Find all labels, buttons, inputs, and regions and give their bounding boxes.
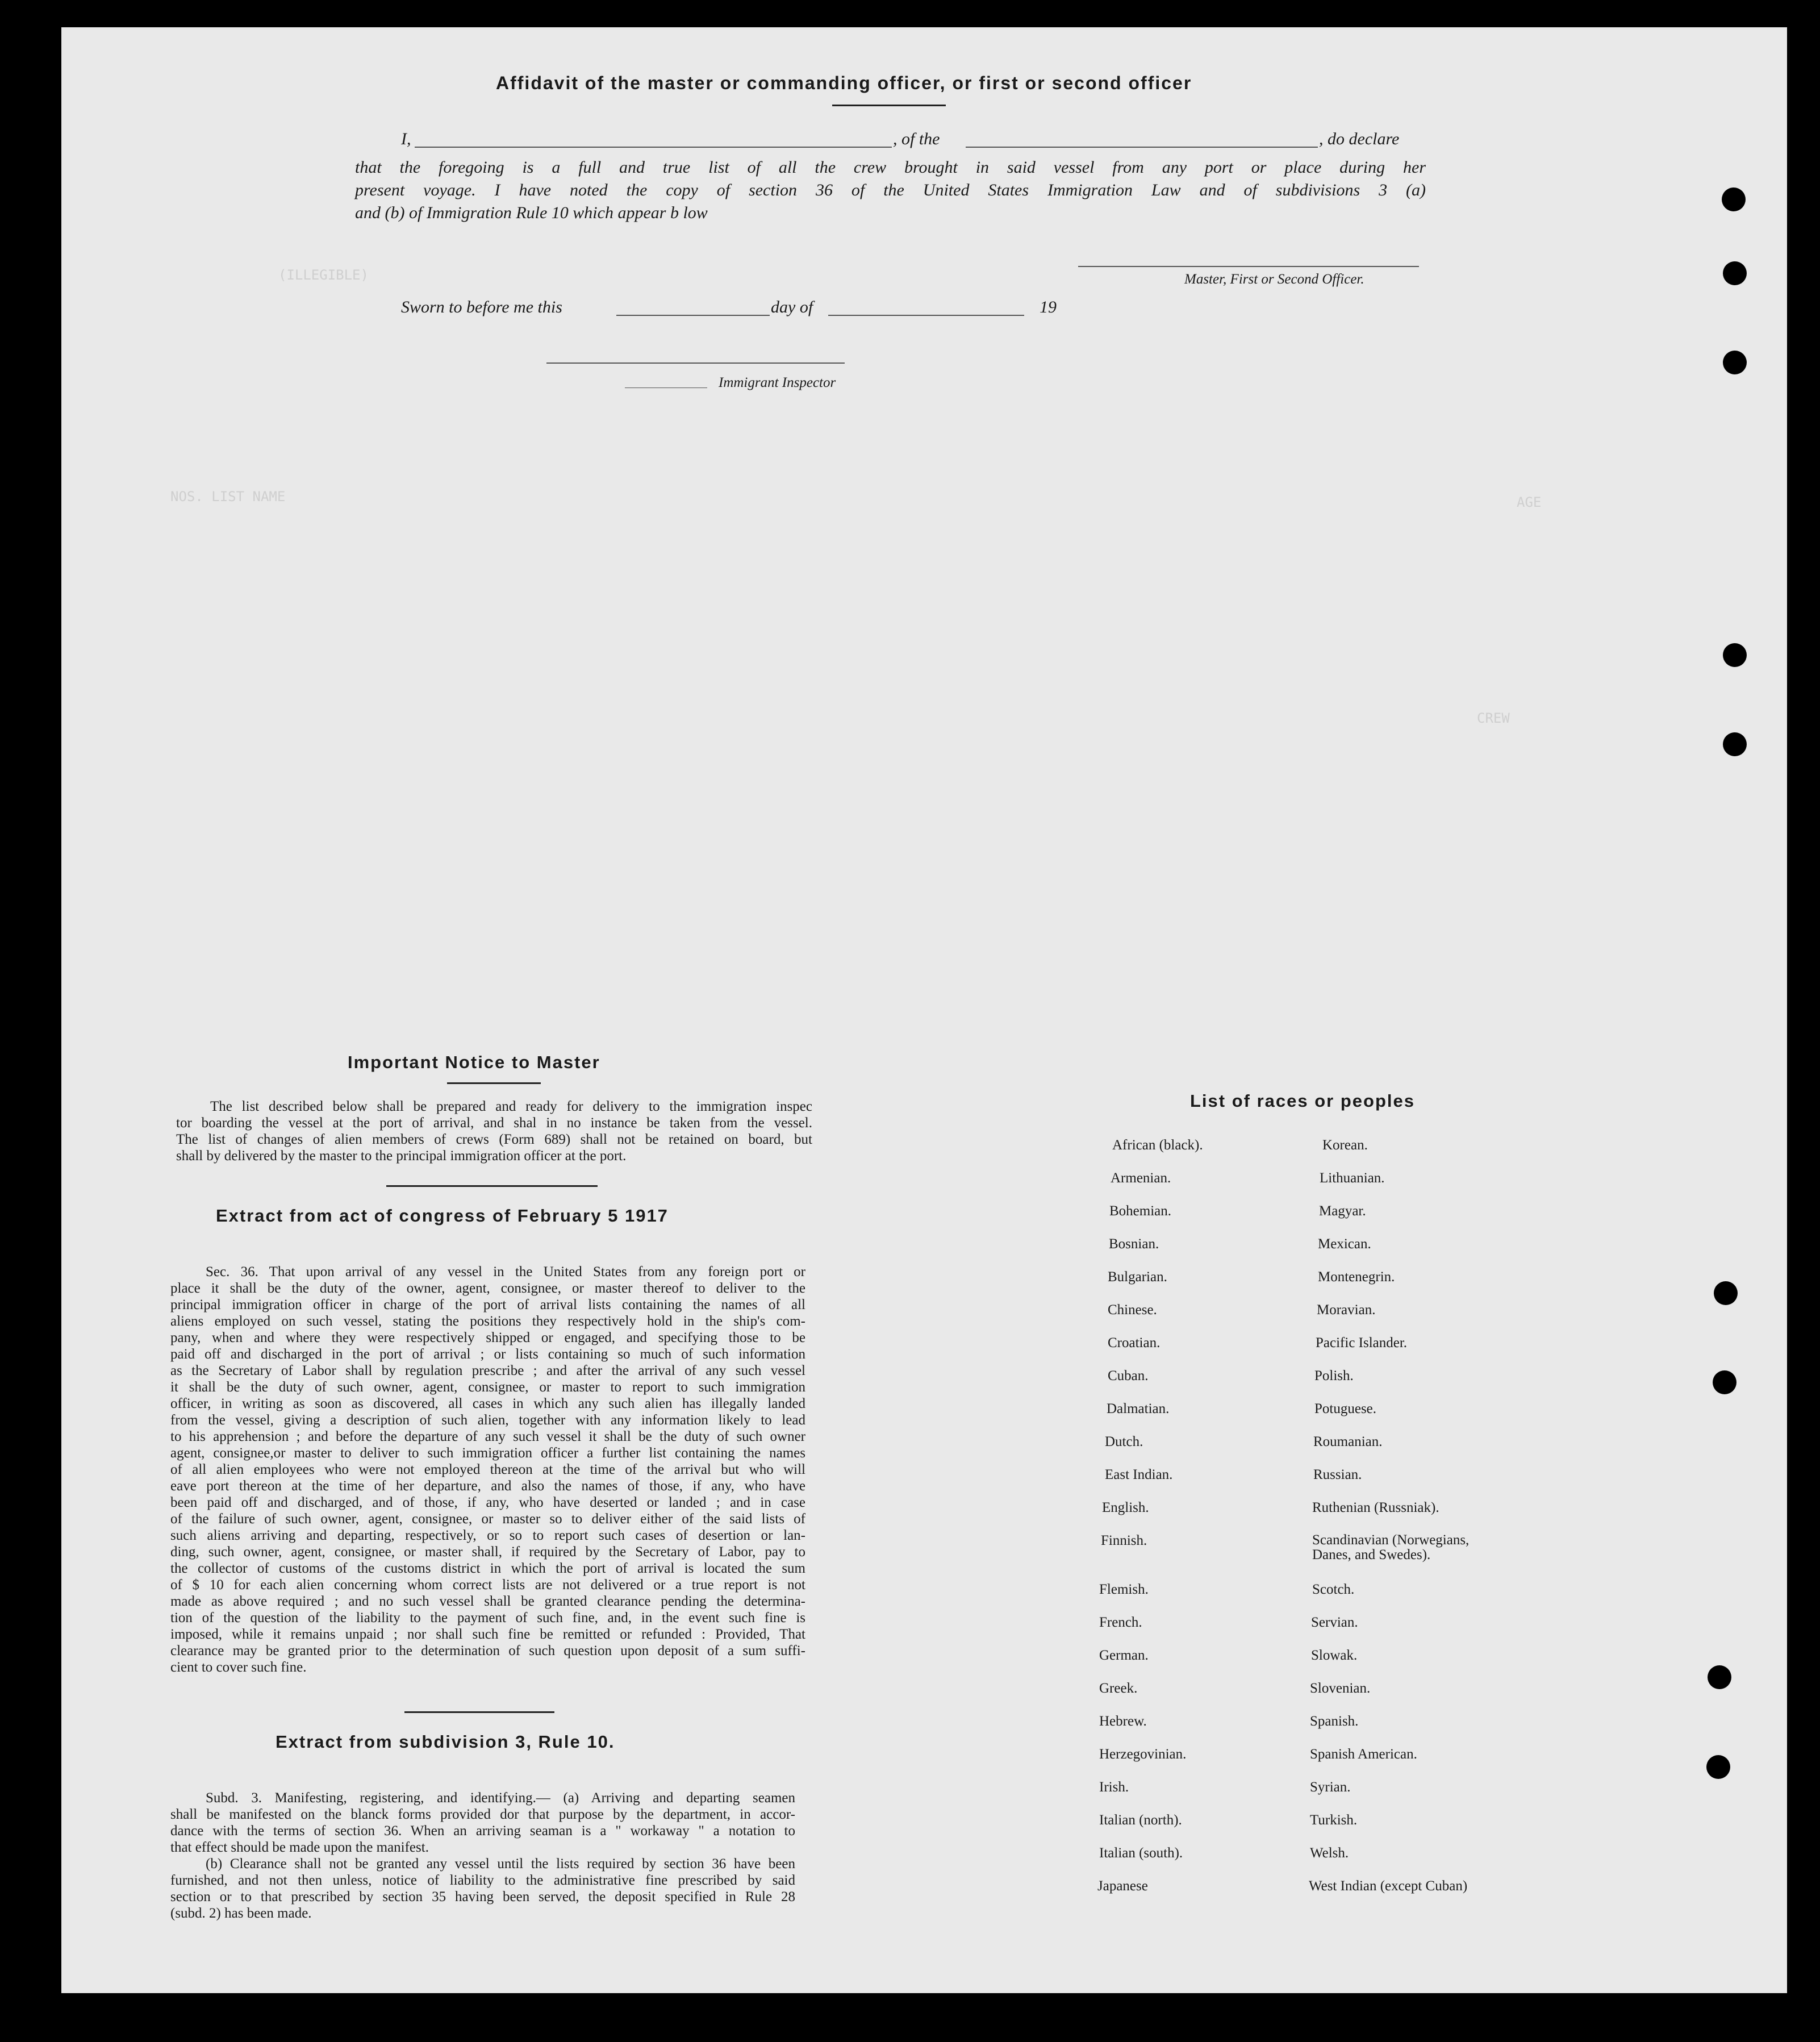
race-item: Scotch. [1312,1582,1355,1597]
vessel-name-field[interactable] [966,134,1318,148]
act-line: eave port thereon at the time of her departure, and also the names of those, if any, who have [170,1478,805,1494]
notice-line: shall by delivered by the master to the principal immigration officer at the port. [176,1148,627,1164]
act-line: agent, consignee,or master to deliver to such immigration officer a further list containing the names [170,1445,805,1461]
race-item: Mexican. [1318,1236,1371,1252]
race-item: Italian (south). [1099,1845,1183,1861]
rule-line: shall be manifested on the blanck forms provided dor that purpose by the department, in accor- [170,1807,795,1822]
act-line: place it shall be the duty of the owner, agent, consignee, or master thereof to deliver to the [170,1281,805,1296]
act-line: of all alien employees who were not employed thereon at the time of the arrival but who will [170,1462,805,1477]
punch-hole [1706,1755,1730,1779]
affidavit-title: Affidavit of the master or commanding officer, or first or second officer [496,73,1192,93]
races-title: List of races or peoples [1190,1091,1415,1111]
race-item: German. [1099,1648,1149,1663]
race-item: Spanish American. [1310,1747,1417,1762]
act-line: paid off and discharged in the port of arrival ; or lists containing so much of such information [170,1347,805,1362]
act-line: tion of the question of the liability to the payment of such fine, and, in the event such fine is [170,1610,805,1626]
race-item: East Indian. [1105,1467,1173,1482]
sworn-label: Sworn to before me this [401,298,562,316]
race-item: West Indian (except Cuban) [1309,1878,1468,1894]
act-line: to his apprehension ; and before the departure of any such vessel it shall be the duty of such owner [170,1429,805,1444]
punch-hole [1708,1665,1731,1689]
act-line: officer, in writing as soon as discovered, all cases in which any such alien has illegally landed [170,1396,805,1411]
rule-line: (b) Clearance shall not be granted any vessel until the lists required by section 36 have been [206,1856,795,1872]
race-item: Potuguese. [1314,1401,1377,1416]
of-the-label: , of the [893,130,940,148]
race-item: Pacific Islander. [1316,1335,1408,1351]
act-line: made as above required ; and no such vessel shall be granted clearance pending the determina- [170,1594,805,1609]
act-line: cient to cover such fine. [170,1660,307,1675]
rule-line: dance with the terms of section 36. When an arriving seaman is a " workaway " a notation to [170,1823,795,1839]
act-line: as the Secretary of Labor shall by regulation prescribe ; and after the arrival of any such vessel [170,1363,805,1378]
extract-act-text [170,1264,805,1676]
punch-hole [1723,351,1747,374]
race-item: French. [1099,1615,1142,1630]
notice-text [176,1098,812,1164]
race-item: Armenian. [1111,1170,1171,1186]
race-item: Servian. [1311,1615,1358,1630]
race-item: Bohemian. [1109,1203,1172,1219]
punch-hole [1722,187,1746,211]
extract-rule-title: Extract from subdivision 3, Rule 10. [275,1732,615,1752]
extract-act-title: Extract from act of congress of February 5 1917 [216,1206,669,1226]
act-line: clearance may be granted prior to the determination of such question upon deposit of a sum suffi- [170,1643,805,1658]
act-line: the collector of customs of the customs district in which the port of arrival is located the sum [170,1561,805,1576]
race-item: Magyar. [1319,1203,1366,1219]
punch-hole [1714,1281,1738,1305]
race-item: Scandinavian (Norwegians, Danes, and Swedes). [1312,1532,1470,1562]
rule-line: that effect should be made upon the manifest. [170,1840,429,1855]
punch-hole [1723,643,1747,667]
declarant-name-field[interactable] [415,134,892,148]
act-line: of $ 10 for each alien concerning whom correct lists are not delivered or a true report is not [170,1577,805,1593]
race-item: Turkish. [1310,1812,1358,1828]
race-item: Ruthenian (Russniak). [1312,1500,1439,1515]
notice-line: The list of changes of alien members of crews (Form 689) shall not be retained on board, but [176,1132,812,1147]
race-item: Russian. [1313,1467,1362,1482]
race-item: Welsh. [1310,1845,1349,1861]
race-item: Dalmatian. [1107,1401,1170,1416]
rule-line: Subd. 3. Manifesting, registering, and identifying.— (a) Arriving and departing seamen [206,1790,795,1806]
act-line: Sec. 36. That upon arrival of any vessel in the United States from any foreign port or [206,1264,805,1280]
race-item: Montenegrin. [1318,1269,1395,1285]
act-line: such aliens arriving and departing, respectively, or so to report such cases of desertion or lan- [170,1528,805,1543]
affidavit-line-2: that the foregoing is a full and true list of all the crew brought in said vessel from any port or place during her [355,158,1426,177]
notice-underline [447,1082,541,1084]
race-item: Hebrew. [1099,1714,1147,1729]
race-item: Dutch. [1105,1434,1143,1449]
act-line: been paid off and discharged, and of those, if any, who have deserted or landed ; and in case [170,1495,805,1510]
sworn-line [0,298,1820,320]
race-item: Roumanian. [1313,1434,1383,1449]
race-item: Bosnian. [1109,1236,1159,1252]
race-item: Bulgarian. [1108,1269,1167,1285]
punch-hole [1723,732,1747,756]
affidavit-line-3: present voyage. I have noted the copy of section 36 of the United States Immigration Law and of subdivisions 3 (a) [355,181,1426,199]
race-item: Spanish. [1310,1714,1359,1729]
act-line: from the vessel, giving a description of such alien, together with any information likely to lead [170,1412,805,1428]
act-line: pany, when and where they were respectively shipped or engaged, and specifying those to be [170,1330,805,1345]
punch-hole [1723,261,1747,285]
race-item: Lithuanian. [1320,1170,1385,1186]
act-line: it shall be the duty of such owner, agent, consignee, or master to report to such immigration [170,1380,805,1395]
race-item: Moravian. [1317,1302,1376,1318]
race-item: Irish. [1099,1780,1129,1795]
race-item: Chinese. [1108,1302,1157,1318]
notice-title: Important Notice to Master [348,1052,600,1072]
race-item: Croatian. [1108,1335,1161,1351]
race-item: Herzegovinian. [1099,1747,1187,1762]
race-item: Korean. [1322,1137,1368,1153]
sworn-month-field[interactable] [828,302,1024,316]
act-line: principal immigration officer in charge of the port of arrival lists containing the names of all [170,1297,805,1312]
rule-line: section or to that prescribed by section 35 having been served, the deposit specified in Rule 28 [170,1889,795,1905]
race-item: Japanese [1097,1878,1148,1894]
race-item: Finnish. [1101,1533,1147,1548]
extract-rule-text [170,1790,795,1922]
race-item: Polish. [1314,1368,1354,1383]
year-label: 19 [1040,298,1057,316]
section-divider [386,1185,598,1187]
race-item: Italian (north). [1099,1812,1182,1828]
section-divider [404,1711,554,1713]
rule-line: (subd. 2) has been made. [170,1906,312,1921]
act-line: of the failure of such owner, agent, consignee, or master so to deliver either of the said lists of [170,1511,805,1527]
punch-hole [1713,1370,1736,1394]
inspector-signature-line-2 [625,376,707,388]
do-declare-label: , do declare [1319,130,1400,148]
act-line: imposed, while it remains unpaid ; nor shall such fine be remitted or refunded : Provided, That [170,1627,805,1642]
race-item: Slowak. [1311,1648,1358,1663]
declarant-i: I, [401,130,411,148]
notice-line: tor boarding the vessel at the port of arrival, and shal in no instance be taken from the vessel. [176,1115,812,1131]
inspector-signature-line[interactable] [546,351,845,364]
race-item: English. [1102,1500,1149,1515]
race-item: Flemish. [1099,1582,1149,1597]
race-item: Syrian. [1310,1780,1351,1795]
act-line: aliens employed on such vessel, stating the positions they respectively hold in the ship's com- [170,1314,805,1329]
document-page [61,27,1787,1993]
day-of-label: day of [771,298,813,316]
race-item: Greek. [1099,1681,1138,1696]
race-item: African (black). [1112,1137,1203,1153]
rule-line: furnished, and not then unless, notice of liability to the administrative fine prescribed by said [170,1873,795,1888]
master-label: Master, First or Second Officer. [1184,272,1364,287]
race-item: Cuban. [1108,1368,1149,1383]
act-line: ding, such owner, agent, consignee, or master shall, if required by the Secretary of Labor, pay to [170,1544,805,1560]
affidavit-line-1 [0,130,1820,152]
title-underline [832,105,946,106]
notice-line: The list described below shall be prepared and ready for delivery to the immigration inspec [210,1099,812,1114]
inspector-label: Immigrant Inspector [719,375,836,390]
affidavit-line-4: and (b) of Immigration Rule 10 which appear b low [355,203,708,222]
master-signature-line[interactable] [1078,255,1419,267]
sworn-day-field[interactable] [616,302,770,316]
race-item: Slovenian. [1310,1681,1371,1696]
